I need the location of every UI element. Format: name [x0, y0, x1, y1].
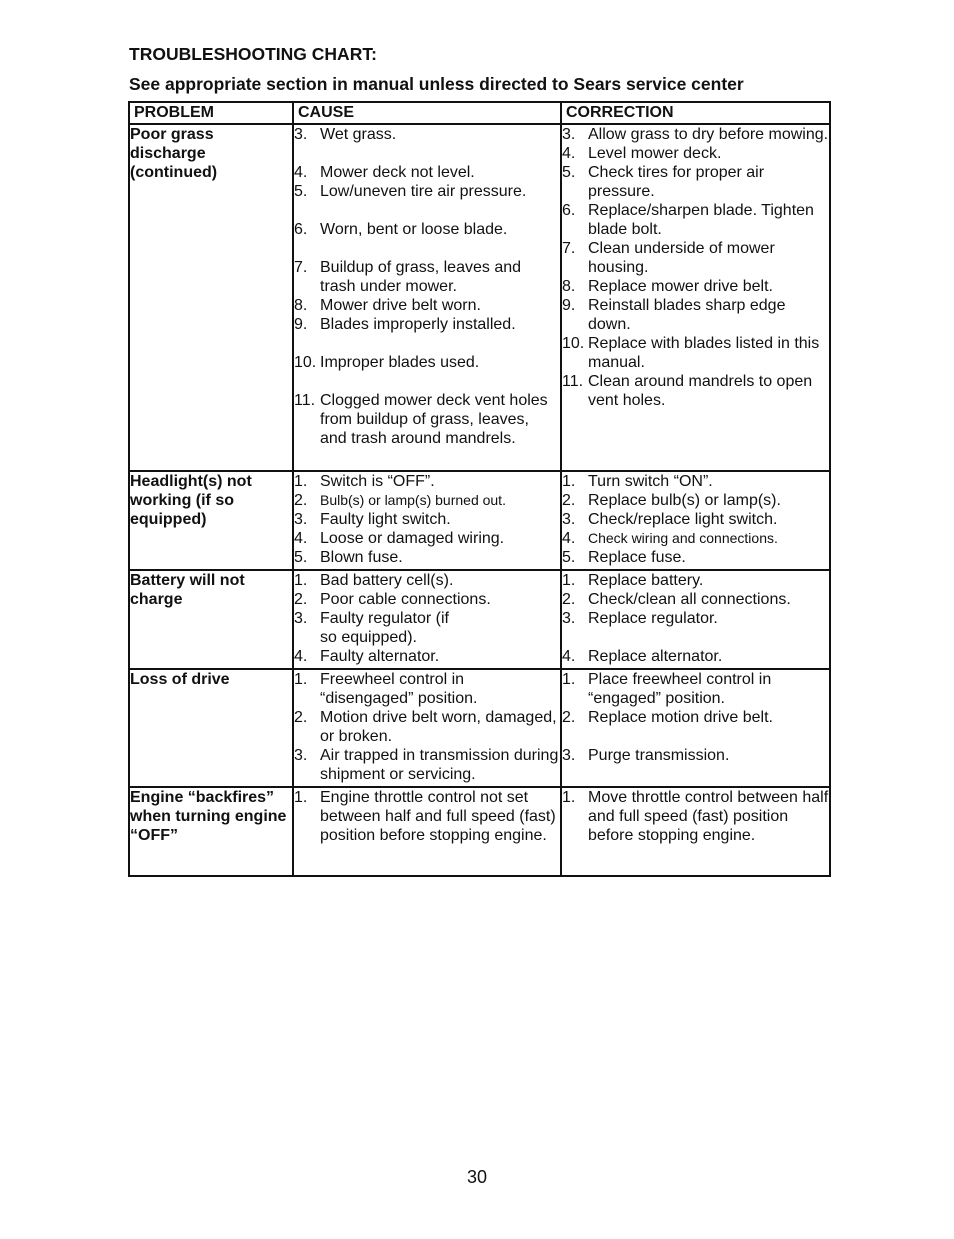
- cause-item: 5. Low/uneven tire air pressure.: [294, 183, 527, 200]
- correction-item: 5. Replace fuse.: [562, 549, 686, 566]
- cause-item: 6. Worn, bent or loose blade.: [294, 221, 508, 238]
- cause-item: 3. Faulty regulator (if so equipped).: [294, 610, 449, 646]
- correction-item: 1. Turn switch “ON”.: [562, 473, 713, 490]
- correction-item: 1. Replace battery.: [562, 572, 704, 589]
- table-row: [129, 787, 830, 876]
- cause-item: 1. Engine throttle control not set between half and full speed (fast) position before stopping engine.: [294, 789, 556, 844]
- cause-item: 3. Wet grass.: [294, 126, 397, 143]
- cause-item: 3. Faulty light switch.: [294, 511, 451, 528]
- correction-item: 3. Purge transmission.: [562, 747, 730, 764]
- table-row: [129, 669, 830, 787]
- correction-cell: [561, 787, 830, 876]
- problem-cell: Loss of drive: [129, 669, 293, 787]
- problem-cell: Battery will not charge: [129, 570, 293, 669]
- cause-item: 2. Bulb(s) or lamp(s) burned out.: [294, 492, 506, 509]
- cause-item: 3. Air trapped in transmission during shipment or servicing.: [294, 747, 559, 783]
- cause-item: 1. Switch is “OFF”.: [294, 473, 435, 490]
- correction-item: 4. Replace alternator.: [562, 648, 723, 665]
- correction-item: 1. Move throttle control between half and full speed (fast) position before stopping engine.: [562, 789, 829, 844]
- problem-cell: Engine “backfires” when turning engine “OFF”: [129, 787, 293, 876]
- cause-cell: [293, 787, 561, 876]
- header-cause: CAUSE: [293, 102, 561, 124]
- correction-item: 2. Replace bulb(s) or lamp(s).: [562, 492, 781, 509]
- correction-item: 2. Replace motion drive belt.: [562, 709, 773, 726]
- cause-item: 4. Mower deck not level.: [294, 164, 475, 181]
- cause-item: 11. Clogged mower deck vent holes from buildup of grass, leaves, and trash around mandrels.: [294, 392, 548, 447]
- cause-item: 7. Buildup of grass, leaves and trash under mower.: [294, 259, 522, 295]
- troubleshooting-table: [128, 101, 831, 877]
- header-row: [129, 102, 830, 124]
- cause-item: 10. Improper blades used.: [294, 354, 480, 371]
- problem-cell: Poor grass discharge (continued): [129, 124, 293, 471]
- table-row: [129, 124, 830, 471]
- cause-item: 5. Blown fuse.: [294, 549, 403, 566]
- table-row: [129, 570, 830, 669]
- correction-cell: [561, 471, 830, 570]
- cause-item: 1. Freewheel control in “disengaged” position.: [294, 671, 478, 707]
- correction-item: 6. Replace/sharpen blade. Tighten blade bolt.: [562, 202, 814, 238]
- cause-cell: [293, 669, 561, 787]
- correction-cell: [561, 124, 830, 471]
- cause-item: 8. Mower drive belt worn.: [294, 297, 481, 314]
- correction-item: 3. Check/replace light switch.: [562, 511, 778, 528]
- table-row: [129, 471, 830, 570]
- cause-cell: [293, 471, 561, 570]
- cause-item: 2. Poor cable connections.: [294, 591, 491, 608]
- page-number: 30: [466, 1167, 488, 1187]
- correction-item: 10. Replace with blades listed in this manual.: [562, 335, 820, 371]
- correction-item: 11. Clean around mandrels to open vent holes.: [562, 373, 813, 409]
- chart-title: TROUBLESHOOTING CHART:: [129, 44, 377, 64]
- cause-item: 4. Faulty alternator.: [294, 648, 440, 665]
- header-correction: CORRECTION: [561, 102, 830, 124]
- correction-cell: [561, 570, 830, 669]
- header-problem: PROBLEM: [129, 102, 293, 124]
- correction-cell: [561, 669, 830, 787]
- cause-item: 9. Blades improperly installed.: [294, 316, 516, 333]
- cause-item: 2. Motion drive belt worn, damaged, or broken.: [294, 709, 557, 745]
- cause-item: 4. Loose or damaged wiring.: [294, 530, 505, 547]
- correction-item: 3. Replace regulator.: [562, 610, 718, 627]
- correction-item: 5. Check tires for proper air pressure.: [562, 164, 765, 200]
- problem-cell: Headlight(s) not working (if so equipped): [129, 471, 293, 570]
- correction-item: 8. Replace mower drive belt.: [562, 278, 773, 295]
- correction-item: 4. Level mower deck.: [562, 145, 722, 162]
- correction-item: 3. Allow grass to dry before mowing.: [562, 126, 829, 143]
- correction-item: 4. Check wiring and connections.: [562, 530, 778, 547]
- chart-subtitle: See appropriate section in manual unless directed to Sears service center: [129, 74, 744, 94]
- cause-cell: [293, 570, 561, 669]
- correction-item: 2. Check/clean all connections.: [562, 591, 791, 608]
- correction-item: 7. Clean underside of mower housing.: [562, 240, 775, 276]
- correction-item: 1. Place freewheel control in “engaged” position.: [562, 671, 772, 707]
- cause-cell: [293, 124, 561, 471]
- correction-item: 9. Reinstall blades sharp edge down.: [562, 297, 786, 333]
- cause-item: 1. Bad battery cell(s).: [294, 572, 454, 589]
